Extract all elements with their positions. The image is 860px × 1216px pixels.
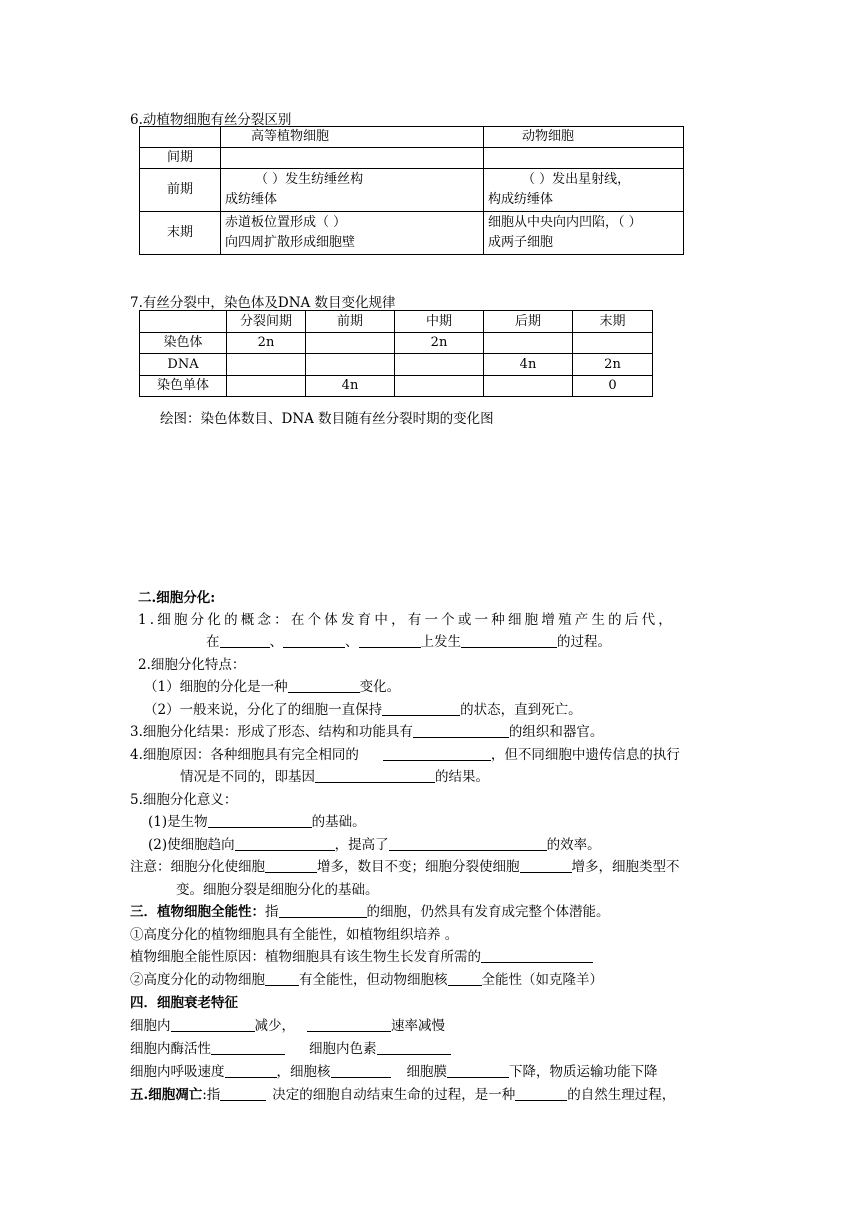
cell-line: 细胞从中央向内凹陷，（ ） — [488, 215, 642, 230]
cell-line: 构成纺缍体 — [488, 192, 554, 207]
table-cell: 2n — [395, 333, 484, 354]
fill-blank — [520, 858, 572, 873]
cell-line: 向四周扩散形成细胞壁 — [225, 235, 356, 250]
table-row-label: 染色体 — [140, 333, 227, 354]
fill-blank — [171, 1017, 255, 1032]
table-header-cell: 高等植物细胞 — [221, 127, 484, 148]
section2-title: 二.细胞分化: — [138, 590, 216, 606]
fill-blank — [288, 678, 360, 693]
feature-heading: 2.细胞分化特点： — [138, 657, 246, 673]
fill-blank — [448, 971, 482, 986]
section4-title: 四．细胞衰老特征 — [130, 995, 238, 1011]
table-header-cell: 末期 — [573, 311, 653, 333]
table-cell — [227, 376, 306, 397]
fill-blank — [315, 768, 435, 783]
table-header-cell: 动物细胞 — [484, 127, 684, 148]
table-cell — [221, 212, 484, 255]
table-row-label: DNA — [140, 354, 227, 376]
concept-line-2: 在 、 、 上发生 的过程。 — [206, 634, 611, 650]
fill-blank — [208, 813, 312, 828]
section3-title: 三．植物细胞全能性： — [130, 904, 265, 920]
cell-line: 赤道板位置形成（ ） — [225, 215, 347, 230]
totipotency-animal: ②高度分化的动物细胞 有全能性，但动物细胞核 全能性（如克隆羊） — [130, 972, 603, 988]
fill-blank — [515, 1086, 567, 1101]
fill-blank — [225, 1063, 277, 1078]
cell-line: 成纺缍体 — [225, 192, 278, 207]
meaning-heading: 5.细胞分化意义： — [130, 792, 238, 808]
cell-line: 成两子细胞 — [488, 235, 554, 250]
fill-blank — [265, 971, 299, 986]
totipotency-plant: ①高度分化的植物细胞具有全能性，如植物组织培养 。 — [130, 927, 459, 943]
table-header-cell: 中期 — [395, 311, 484, 333]
fill-blank — [265, 858, 317, 873]
table-cell — [306, 333, 395, 354]
table-cell — [484, 169, 684, 212]
fill-blank — [461, 633, 557, 648]
plant-animal-mitosis-table — [139, 126, 684, 255]
fill-blank — [382, 701, 460, 716]
fill-blank — [235, 836, 335, 851]
table-cell: 0 — [573, 376, 653, 397]
note-line-1: 注意：细胞分化使细胞 增多，数目不变；细胞分裂使细胞 增多，细胞类型不 — [130, 859, 680, 875]
fill-blank — [447, 1063, 509, 1078]
note-line-2: 变。细胞分裂是细胞分化的基础。 — [176, 882, 379, 898]
table-cell — [395, 354, 484, 376]
table-row-label: 前期 — [140, 169, 221, 212]
fill-blank — [359, 633, 421, 648]
table-header-cell: 后期 — [484, 311, 573, 333]
table-row-label: 末期 — [140, 212, 221, 255]
table-cell — [221, 148, 484, 169]
fill-blank — [220, 633, 270, 648]
fill-blank — [413, 723, 509, 738]
section5-title: 五.细胞凋亡 — [130, 1087, 203, 1103]
drawing-note: 绘图：染色体数目、DNA 数目随有丝分裂时期的变化图 — [160, 411, 494, 427]
fill-blank — [389, 836, 547, 851]
table-cell — [573, 333, 653, 354]
fill-blank — [220, 1086, 266, 1101]
cell-line: （ ）发生纺缍丝构 — [255, 172, 364, 187]
concept-line-1: 1.细胞分化的概念：在个体发育中，有一个或一种细胞增殖产生的后代， — [138, 612, 675, 628]
table-header-cell: 前期 — [306, 311, 395, 333]
table-cell — [306, 354, 395, 376]
section6-title: 6.动植物细胞有丝分裂区别 — [130, 112, 292, 128]
meaning-2: (2)使细胞趋向 ，提高了 的效率。 — [148, 837, 601, 853]
table-row-label: 间期 — [140, 148, 221, 169]
table-cell — [484, 333, 573, 354]
fill-blank — [307, 1017, 391, 1032]
fill-blank — [383, 746, 491, 761]
table-cell — [227, 354, 306, 376]
table-cell: 2n — [227, 333, 306, 354]
table-row-label: 染色单体 — [140, 376, 227, 397]
table-cell: 4n — [484, 354, 573, 376]
cell-line: （ ）发出星射线， — [522, 172, 631, 187]
aging-line-1: 细胞内 减少， 速率减慢 — [130, 1018, 445, 1034]
result-line: 3.细胞分化结果：形成了形态、结构和功能具有 的组织和器官。 — [130, 724, 604, 740]
meaning-1: (1)是生物 的基础。 — [148, 814, 366, 830]
table-cell — [221, 169, 484, 212]
chromosome-dna-table — [139, 310, 653, 397]
aging-line-2: 细胞内酶活性 细胞内色素 — [130, 1039, 451, 1059]
fill-blank — [279, 903, 367, 918]
fill-blank — [481, 948, 593, 963]
reason-line-2: 情况是不同的，即基因 的结果。 — [180, 769, 489, 785]
table-cell: 2n — [573, 354, 653, 376]
table-cell — [484, 148, 684, 169]
fill-blank — [283, 633, 345, 648]
table-header-cell: 分裂间期 — [227, 311, 306, 333]
reason-line-1: 4.细胞原因：各种细胞具有完全相同的 ，但不同细胞中遗传信息的执行 — [130, 747, 680, 763]
table-cell — [484, 376, 573, 397]
table-header-cell — [140, 311, 227, 333]
table-cell: 4n — [306, 376, 395, 397]
fill-blank — [377, 1040, 451, 1055]
table-cell — [395, 376, 484, 397]
aging-line-3: 细胞内呼吸速度 ，细胞核 细胞膜 下降，物质运输功能下降 — [130, 1064, 658, 1080]
feature-2: （2）一般来说，分化了的细胞一直保持 的状态，直到死亡。 — [144, 702, 582, 718]
fill-blank — [211, 1040, 285, 1055]
feature-1: （1）细胞的分化是一种 变化。 — [144, 679, 401, 695]
section7-title: 7.有丝分裂中，染色体及DNA 数目变化规律 — [130, 295, 396, 311]
table-header-cell — [140, 127, 221, 148]
section5-line: 五.细胞凋亡:指 决定的细胞自动结束生命的过程，是一种 的自然生理过程， — [130, 1087, 676, 1103]
section3-line: 三．植物细胞全能性：指 的细胞，仍然具有发育成完整个体潜能。 — [130, 904, 610, 920]
table-cell — [484, 212, 684, 255]
totipotency-reason: 植物细胞全能性原因：植物细胞具有该生物生长发育所需的 — [130, 947, 593, 967]
fill-blank — [331, 1063, 391, 1078]
